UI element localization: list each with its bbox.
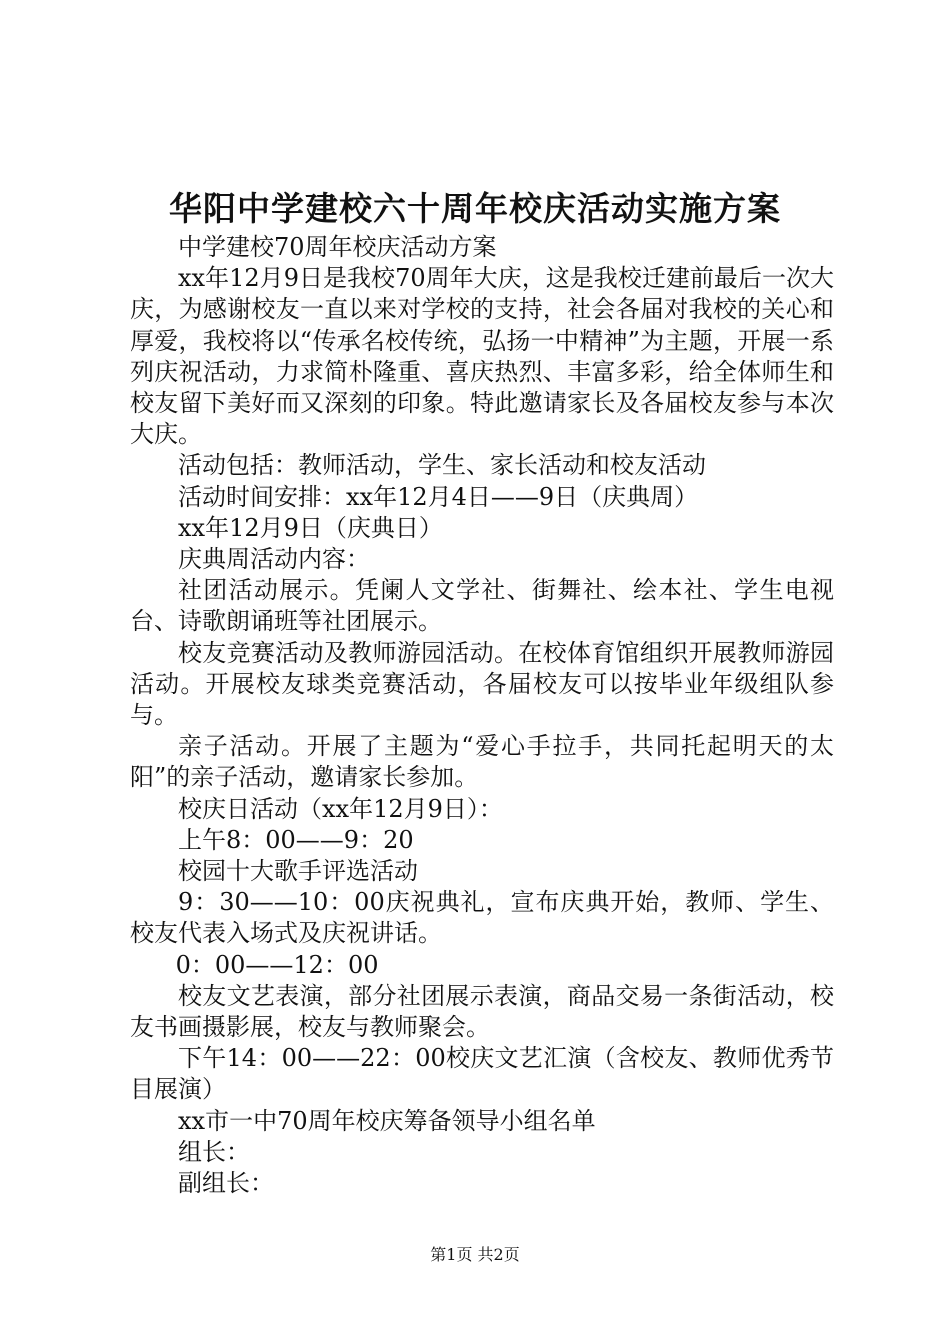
paragraph-ceremony: 9：30——10：00庆祝典礼，宣布庆典开始，教师、学生、校友代表入场式及庆祝讲话。 — [130, 888, 834, 948]
paragraph-day-activities: 校庆日活动（xx年12月9日）： — [178, 794, 503, 823]
paragraph-alumni-contest: 校友竞赛活动及教师游园活动。在校体育馆组织开展教师游园活动。开展校友球类竞赛活动，各届校友可以按毕业年级组队参与。 — [130, 638, 834, 730]
paragraph-noon-time: 0：00——12：00 — [175, 950, 379, 979]
paragraph-leader: 组长： — [178, 1137, 250, 1166]
paragraph-subtitle: 中学建校70周年校庆活动方案 — [178, 233, 497, 261]
paragraph-afternoon-show: 下午14：00——22：00校庆文艺汇演（含校友、教师优秀节目展演） — [130, 1044, 834, 1104]
paragraph-vice-leader: 副组长： — [178, 1169, 274, 1198]
paragraph-parent-child: 亲子活动。开展了主题为“爱心手拉手，共同托起明天的太阳”的亲子活动，邀请家长参加。 — [130, 732, 834, 792]
paragraph-intro: xx年12月9日是我校70周年大庆，这是我校迁建前最后一次大庆，为感谢校友一直以来对学校的支持，社会各届对我校的关心和厚爱，我校将以“传承名校传统，弘扬一中精神”为主题，开展一系列庆祝活动，力求简朴隆重、喜庆热烈、丰富多彩，给全体师生和校友留下美好而又深刻的印象。特此邀请家长及各届校友参与本次大庆。 — [130, 264, 834, 449]
paragraph-week-content: 庆典周活动内容： — [178, 545, 370, 574]
document-title: 华阳中学建校六十周年校庆活动实施方案 — [169, 189, 781, 228]
paragraph-morning-time: 上午8：00——9：20 — [178, 825, 414, 854]
paragraph-committee-list: xx市一中70周年校庆筹备领导小组名单 — [178, 1106, 596, 1135]
paragraph-club-show: 社团活动展示。凭阑人文学社、街舞社、绘本社、学生电视台、诗歌朗诵班等社团展示。 — [130, 576, 834, 636]
page-footer: 第1页 共2页 — [430, 1245, 520, 1264]
paragraph-schedule: 活动时间安排：xx年12月4日——9日（庆典周） — [178, 482, 699, 511]
paragraph-activities: 活动包括：教师活动，学生、家长活动和校友活动 — [178, 451, 706, 480]
paragraph-celebration-day: xx年12月9日（庆典日） — [178, 513, 443, 542]
document-body — [130, 232, 834, 1199]
paragraph-singer-contest: 校园十大歌手评选活动 — [178, 857, 418, 886]
paragraph-performances: 校友文艺表演，部分社团展示表演，商品交易一条街活动，校友书画摄影展，校友与教师聚会。 — [130, 981, 834, 1042]
